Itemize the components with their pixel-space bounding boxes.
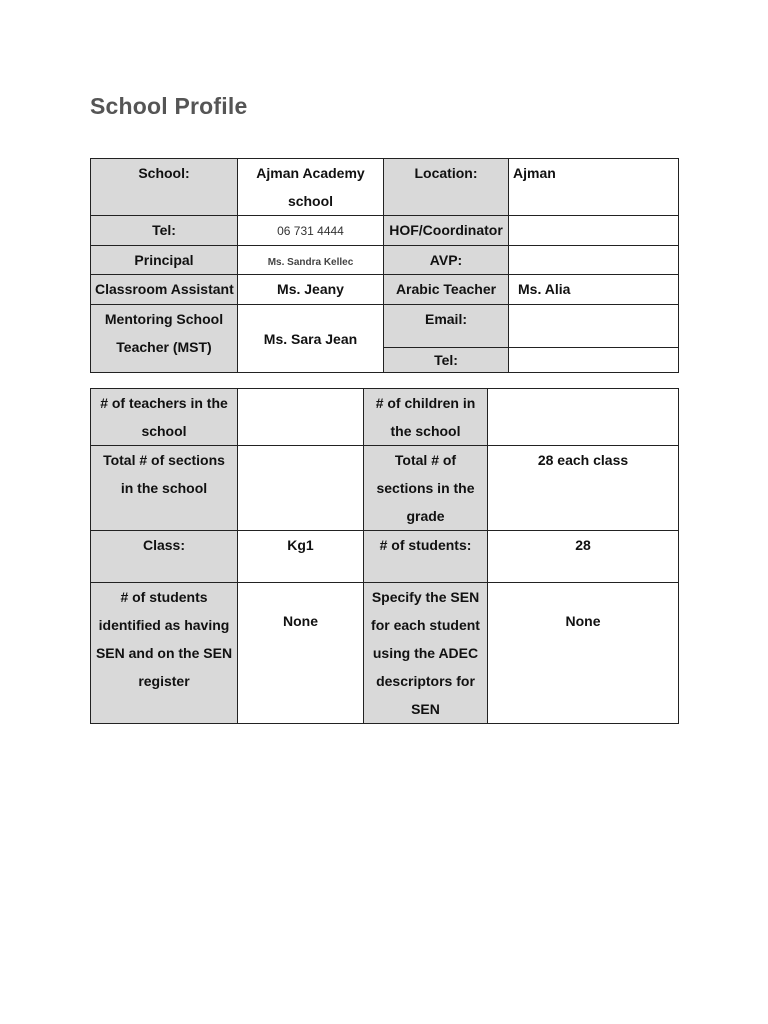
class-value: Kg1	[238, 531, 364, 583]
principal-label: Principal	[91, 246, 238, 275]
avp-value	[509, 246, 679, 275]
class-label: Class:	[91, 531, 238, 583]
sen-specify-value: None	[488, 583, 679, 724]
arabic-teacher-value: Ms. Alia	[509, 275, 679, 305]
grade-sections-label: Total # of sections in the grade	[364, 446, 488, 531]
mst-tel-label: Tel:	[384, 348, 509, 373]
email-label: Email:	[384, 305, 509, 348]
sections-label: Total # of sections in the school	[91, 446, 238, 531]
children-value	[488, 389, 679, 446]
teachers-value	[238, 389, 364, 446]
hof-label: HOF/Coordinator	[384, 216, 509, 246]
sen-value: None	[238, 583, 364, 724]
hof-value	[509, 216, 679, 246]
school-label: School:	[91, 159, 238, 216]
table-row	[91, 389, 679, 446]
grade-sections-value: 28 each class	[488, 446, 679, 531]
principal-value: Ms. Sandra Kellec	[267, 257, 354, 268]
sen-specify-label: Specify the SEN for each student using the ADEC descriptors for SEN	[364, 583, 488, 724]
students-label: # of students:	[364, 531, 488, 583]
school-info-table	[90, 158, 679, 373]
tel-label: Tel:	[91, 216, 238, 246]
email-value	[509, 305, 679, 348]
assistant-label: Classroom Assistant	[91, 275, 238, 305]
sen-label: # of students identified as having SEN and on the SEN register	[91, 583, 238, 724]
table-row	[91, 216, 679, 246]
location-label: Location:	[384, 159, 509, 216]
table-row	[91, 275, 679, 305]
mst-value: Ms. Sara Jean	[238, 305, 384, 373]
table-row	[91, 246, 679, 275]
school-value: Ajman Academy school	[238, 159, 384, 216]
teachers-label: # of teachers in the school	[91, 389, 238, 446]
mst-tel-value	[509, 348, 679, 373]
table-row	[91, 305, 679, 348]
assistant-value: Ms. Jeany	[238, 275, 384, 305]
table-row	[91, 531, 679, 583]
school-stats-table	[90, 388, 679, 724]
table-row	[91, 583, 679, 724]
table-row	[91, 446, 679, 531]
table-row	[91, 159, 679, 216]
students-value: 28	[488, 531, 679, 583]
avp-label: AVP:	[384, 246, 509, 275]
children-label: # of children in the school	[364, 389, 488, 446]
mst-label: Mentoring School Teacher (MST)	[91, 305, 238, 373]
location-value: Ajman	[509, 159, 679, 216]
page-title: School Profile	[90, 93, 248, 119]
sections-value	[238, 446, 364, 531]
tel-value: 06 731 4444	[277, 224, 344, 238]
arabic-teacher-label: Arabic Teacher	[384, 275, 509, 305]
